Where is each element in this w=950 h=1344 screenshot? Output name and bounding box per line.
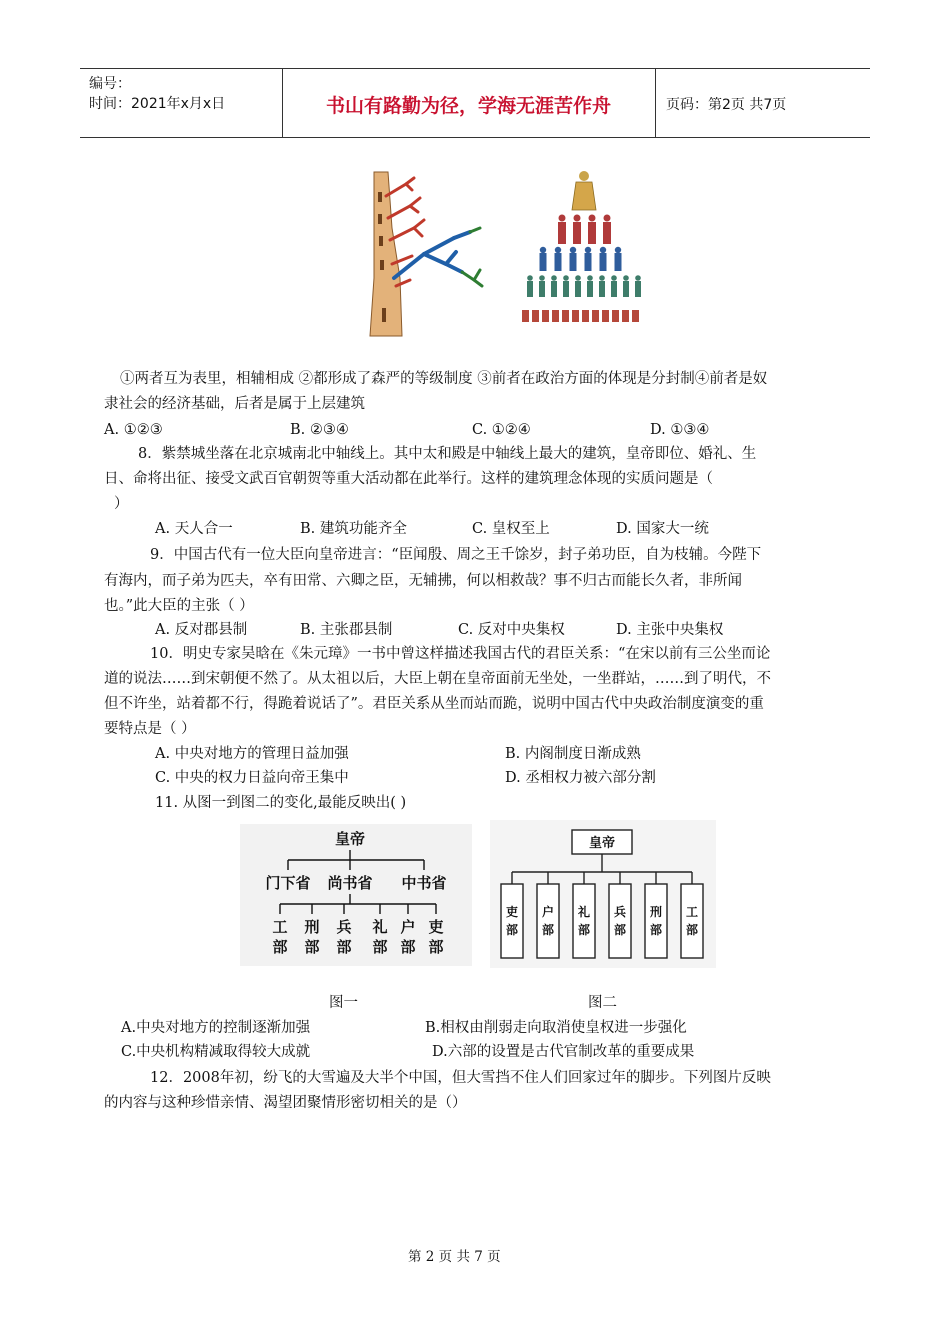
fig1-ministry-label: 户部: [400, 918, 416, 956]
tree-illustration: [362, 168, 496, 340]
fig2-ministry-box: [501, 884, 523, 958]
pyramid-illustration: [518, 168, 650, 332]
number-label: 编号：: [89, 76, 131, 92]
header-motto: 书山有路勤为径，学海无涯苦作舟: [325, 95, 611, 117]
q7-statement: ①两者互为表里，相辅相成 ②都形成了森严的等级制度 ③前者在政治方面的体现是分封制④前者是奴: [120, 371, 768, 387]
fig2-ministry-box: [681, 884, 703, 958]
page-header: [80, 68, 870, 138]
figure-one-chart: [240, 824, 472, 966]
page-info: 页码：第2页 共7页: [666, 97, 787, 113]
fig2-ministry-box: [609, 884, 631, 958]
q8-option-a: A. 天人合一: [155, 521, 233, 537]
q9-option-a: A. 反对郡县制: [155, 622, 248, 638]
q9-line1: 9．中国古代有一位大臣向皇帝进言：“臣闻殷、周之王千馀岁，封子弟功臣，自为枝辅。今陛下: [150, 547, 762, 563]
q7-option-b: B. ②③④: [290, 422, 349, 438]
q8-option-d: D. 国家大一统: [616, 521, 709, 537]
q8-option-b: B. 建筑功能齐全: [300, 521, 407, 537]
q9-line3: 也。”此大臣的主张（ ）: [104, 598, 254, 614]
fig1-caption: 图一: [329, 995, 358, 1011]
header-left-cell: [80, 69, 283, 137]
q8-line3: ）: [114, 496, 129, 512]
q9-option-b: B. 主张郡县制: [300, 622, 393, 638]
fig1-shangshu: 尚书省: [327, 874, 373, 892]
fig2-ministry-label: 户部: [541, 905, 555, 937]
fig2-ministry-label: 吏部: [505, 905, 519, 937]
q7-option-a: A. ①②③: [104, 422, 163, 438]
time-label: 时间：2021年x月x日: [89, 96, 226, 112]
q7-option-d: D. ①③④: [650, 422, 710, 438]
q12-line2: 的内容与这种珍惜亲情、渴望团聚情形密切相关的是（）: [104, 1095, 467, 1111]
page-footer: 第 2 页 共 7 页: [408, 1249, 501, 1265]
q11-option-a: A.中央对地方的控制逐渐加强: [121, 1020, 311, 1036]
fig1-ministry-label: 吏部: [428, 918, 444, 956]
fig1-emperor: 皇帝: [334, 830, 366, 848]
q9-option-c: C. 反对中央集权: [458, 622, 565, 638]
fig2-ministry-box: [645, 884, 667, 958]
q8-line2: 日、命将出征、接受文武百官朝贺等重大活动都在此举行。这样的建筑理念体现的实质问题是（: [104, 471, 713, 487]
q10-option-a: A. 中央对地方的管理日益加强: [155, 746, 349, 762]
fig1-ministry-label: 刑部: [304, 918, 320, 956]
q11-option-d: D.六部的设置是古代官制改革的重要成果: [432, 1044, 695, 1060]
q10-line3: 但不许坐，站着都不行，得跪着说话了”。君臣关系从坐而站而跪，说明中国古代中央政治制度演变的重: [104, 696, 764, 712]
q10-line4: 要特点是（ ）: [104, 721, 196, 737]
q8-option-c: C. 皇权至上: [472, 521, 550, 537]
header-right-cell: [655, 69, 871, 137]
fig2-ministry-label: 刑部: [649, 905, 663, 937]
fig1-ministry-label: 礼部: [372, 918, 388, 956]
q11-option-c: C.中央机构精减取得较大成就: [121, 1044, 311, 1060]
fig2-ministry-box: [573, 884, 595, 958]
fig1-menxia: 门下省: [265, 874, 311, 892]
q7-statement-cont: 隶社会的经济基础，后者是属于上层建筑: [104, 396, 365, 412]
q10-line1: 10．明史专家吴晗在《朱元璋》一书中曾这样描述我国古代的君臣关系：“在宋以前有三公坐而论: [150, 646, 771, 662]
fig1-ministry-label: 兵部: [336, 918, 352, 956]
q10-option-c: C. 中央的权力日益向帝王集中: [155, 770, 349, 786]
fig2-ministry-label: 工部: [685, 905, 699, 937]
fig1-zhongshu: 中书省: [401, 874, 447, 892]
q11-stem: 11. 从图一到图二的变化,最能反映出( ): [155, 795, 407, 811]
q10-option-b: B. 内阁制度日渐成熟: [505, 746, 641, 762]
fig2-ministry-label: 兵部: [613, 905, 627, 937]
q10-line2: 道的说法……到宋朝便不然了。从太祖以后，大臣上朝在皇帝面前无坐处，一坐群站，……到了明代，不: [104, 671, 771, 687]
q7-option-c: C. ①②④: [472, 422, 531, 438]
q12-line1: 12．2008年初，纷飞的大雪遍及大半个中国，但大雪挡不住人们回家过年的脚步。下列图片反映: [150, 1070, 771, 1086]
fig2-ministry-label: 礼部: [577, 905, 591, 937]
fig1-ministry-label: 工部: [272, 918, 288, 956]
fig2-caption: 图二: [588, 995, 617, 1011]
q9-line2: 有海内，而子弟为匹夫，卒有田常、六卿之臣，无辅拂，何以相救哉？事不归古而能长久者，非所闻: [104, 573, 742, 589]
fig2-emperor: 皇帝: [588, 836, 616, 851]
q8-line1: 8．紫禁城坐落在北京城南北中轴线上。其中太和殿是中轴线上最大的建筑，皇帝即位、婚礼、生: [138, 446, 757, 462]
q11-option-b: B.相权由削弱走向取消使皇权进一步强化: [425, 1020, 687, 1036]
figure-two-chart: [490, 820, 716, 968]
q9-option-d: D. 主张中央集权: [616, 622, 724, 638]
q10-option-d: D. 丞相权力被六部分割: [505, 770, 656, 786]
fig2-ministry-box: [537, 884, 559, 958]
